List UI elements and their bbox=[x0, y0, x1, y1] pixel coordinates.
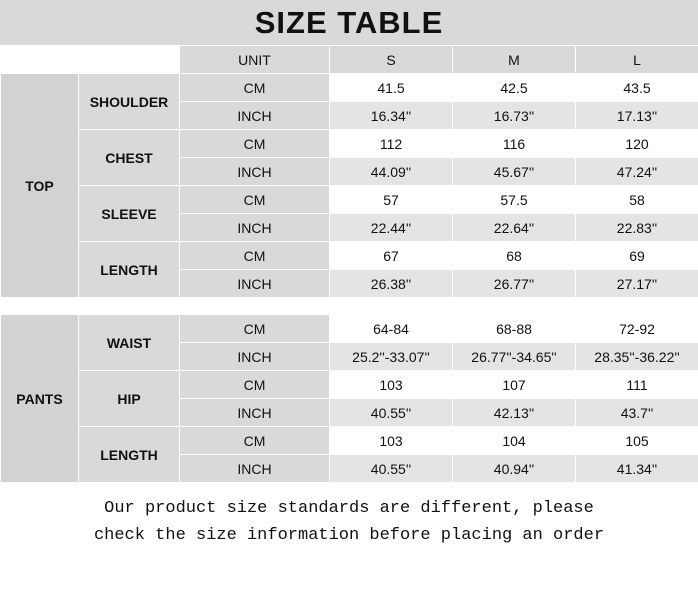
part-label-sleeve: SLEEVE bbox=[79, 186, 180, 242]
value-cell: 43.7'' bbox=[576, 399, 698, 427]
table-row bbox=[1, 315, 698, 343]
value-cell: 112 bbox=[330, 130, 453, 158]
value-cell: 104 bbox=[453, 427, 576, 455]
value-cell: 67 bbox=[330, 242, 453, 270]
table-row bbox=[1, 74, 698, 102]
unit-inch: INCH bbox=[180, 270, 330, 298]
value-cell: 28.35''-36.22'' bbox=[576, 343, 698, 371]
value-cell: 68 bbox=[453, 242, 576, 270]
group-label-pants: PANTS bbox=[1, 315, 79, 483]
unit-inch: INCH bbox=[180, 399, 330, 427]
value-cell: 69 bbox=[576, 242, 698, 270]
value-cell: 41.34'' bbox=[576, 455, 698, 483]
unit-cm: CM bbox=[180, 186, 330, 214]
footer-note-line-1: Our product size standards are different, please bbox=[104, 499, 594, 518]
value-cell: 27.17'' bbox=[576, 270, 698, 298]
part-label-waist: WAIST bbox=[79, 315, 180, 371]
value-cell: 68-88 bbox=[453, 315, 576, 343]
table-header-row bbox=[1, 46, 698, 74]
footer-note bbox=[0, 495, 698, 549]
header-size-m: M bbox=[453, 46, 576, 74]
value-cell: 57 bbox=[330, 186, 453, 214]
value-cell: 40.55'' bbox=[330, 455, 453, 483]
value-cell: 58 bbox=[576, 186, 698, 214]
table-gap bbox=[0, 298, 698, 314]
value-cell: 47.24'' bbox=[576, 158, 698, 186]
value-cell: 105 bbox=[576, 427, 698, 455]
title-bar bbox=[0, 0, 698, 45]
value-cell: 42.5 bbox=[453, 74, 576, 102]
value-cell: 16.73'' bbox=[453, 102, 576, 130]
value-cell: 22.44'' bbox=[330, 214, 453, 242]
header-size-s: S bbox=[330, 46, 453, 74]
value-cell: 116 bbox=[453, 130, 576, 158]
unit-inch: INCH bbox=[180, 343, 330, 371]
value-cell: 26.77'' bbox=[453, 270, 576, 298]
part-label-shoulder: SHOULDER bbox=[79, 74, 180, 130]
group-label-top: TOP bbox=[1, 74, 79, 298]
value-cell: 40.94'' bbox=[453, 455, 576, 483]
unit-cm: CM bbox=[180, 315, 330, 343]
table-row bbox=[1, 242, 698, 270]
part-label-hip: HIP bbox=[79, 371, 180, 427]
unit-cm: CM bbox=[180, 74, 330, 102]
pants-size-table bbox=[0, 314, 698, 483]
unit-inch: INCH bbox=[180, 455, 330, 483]
value-cell: 120 bbox=[576, 130, 698, 158]
value-cell: 107 bbox=[453, 371, 576, 399]
footer-note-line-2: check the size information before placing an order bbox=[93, 526, 605, 546]
unit-inch: INCH bbox=[180, 214, 330, 242]
header-size-l: L bbox=[576, 46, 698, 74]
table-row bbox=[1, 371, 698, 399]
top-size-table bbox=[0, 45, 698, 298]
unit-inch: INCH bbox=[180, 102, 330, 130]
value-cell: 40.55'' bbox=[330, 399, 453, 427]
value-cell: 26.77''-34.65'' bbox=[453, 343, 576, 371]
value-cell: 41.5 bbox=[330, 74, 453, 102]
value-cell: 22.64'' bbox=[453, 214, 576, 242]
part-label-length: LENGTH bbox=[79, 242, 180, 298]
value-cell: 103 bbox=[330, 427, 453, 455]
value-cell: 17.13'' bbox=[576, 102, 698, 130]
value-cell: 45.67'' bbox=[453, 158, 576, 186]
part-label-chest: CHEST bbox=[79, 130, 180, 186]
table-row bbox=[1, 130, 698, 158]
unit-cm: CM bbox=[180, 130, 330, 158]
value-cell: 22.83'' bbox=[576, 214, 698, 242]
value-cell: 111 bbox=[576, 371, 698, 399]
value-cell: 16.34'' bbox=[330, 102, 453, 130]
part-label-length: LENGTH bbox=[79, 427, 180, 483]
value-cell: 25.2''-33.07'' bbox=[330, 343, 453, 371]
value-cell: 72-92 bbox=[576, 315, 698, 343]
value-cell: 43.5 bbox=[576, 74, 698, 102]
value-cell: 64-84 bbox=[330, 315, 453, 343]
table-row bbox=[1, 427, 698, 455]
unit-inch: INCH bbox=[180, 158, 330, 186]
value-cell: 103 bbox=[330, 371, 453, 399]
unit-cm: CM bbox=[180, 371, 330, 399]
value-cell: 42.13'' bbox=[453, 399, 576, 427]
page-title: SIZE TABLE bbox=[254, 4, 444, 40]
unit-cm: CM bbox=[180, 242, 330, 270]
header-blank-cell bbox=[1, 46, 180, 74]
unit-cm: CM bbox=[180, 427, 330, 455]
value-cell: 26.38'' bbox=[330, 270, 453, 298]
header-unit-cell: UNIT bbox=[180, 46, 330, 74]
table-row bbox=[1, 186, 698, 214]
value-cell: 57.5 bbox=[453, 186, 576, 214]
value-cell: 44.09'' bbox=[330, 158, 453, 186]
